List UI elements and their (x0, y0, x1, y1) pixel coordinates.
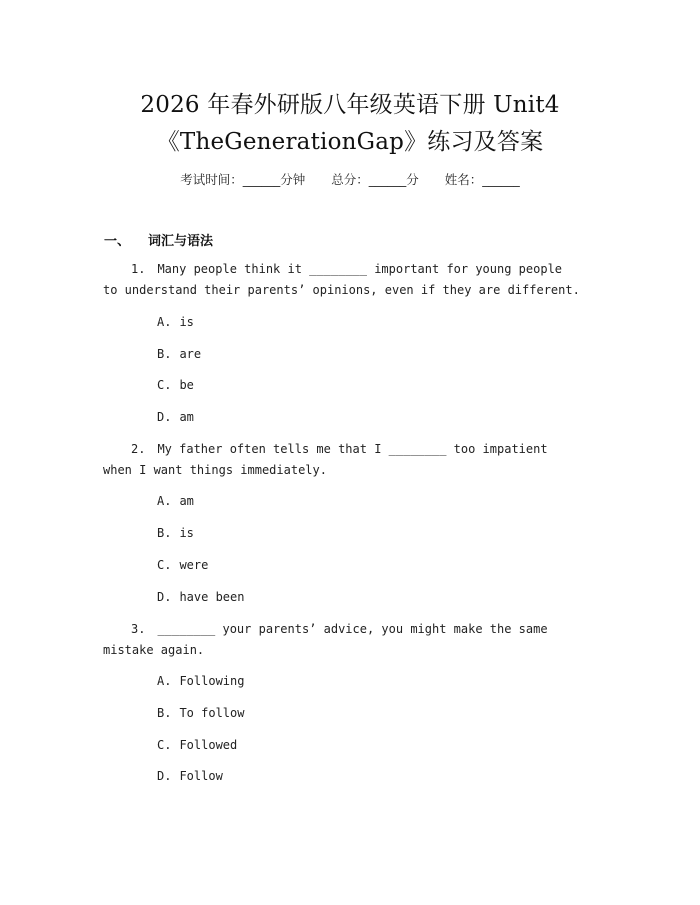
option-letter: B. (157, 706, 172, 720)
option-text: be (179, 378, 194, 392)
question-3 (103, 619, 583, 661)
document-title-line-1: 2026 年春外研版八年级英语下册 Unit4 (140, 92, 560, 118)
option-letter: C. (157, 738, 172, 752)
question-2-option-c (157, 558, 208, 572)
option-letter: C. (157, 558, 172, 572)
question-2-option-b (157, 526, 194, 540)
question-2-option-d (157, 590, 244, 604)
student-name-field: 姓名：______ (444, 172, 520, 187)
question-2 (103, 439, 583, 481)
option-text: am (179, 410, 194, 424)
option-letter: C. (157, 378, 172, 392)
question-3-option-d (157, 769, 223, 783)
option-text: is (179, 315, 194, 329)
question-number: 1. (131, 262, 146, 276)
section-label: 词汇与语法 (148, 234, 214, 249)
question-1-option-c (157, 378, 194, 392)
option-letter: B. (157, 347, 172, 361)
question-1-option-d (157, 410, 194, 424)
option-text: Following (179, 674, 245, 688)
question-3-option-c (157, 738, 237, 752)
question-1 (103, 259, 583, 301)
question-1-option-b (157, 347, 201, 361)
section-number: 一、 (104, 234, 131, 249)
total-score-field: 总分：______分 (331, 172, 419, 187)
question-1-option-a (157, 315, 194, 329)
section-heading (104, 230, 213, 249)
question-3-option-a (157, 674, 244, 688)
option-text: To follow (179, 706, 245, 720)
option-text: Followed (179, 738, 238, 752)
question-number: 2. (131, 442, 146, 456)
question-3-option-b (157, 706, 244, 720)
question-2-option-a (157, 494, 194, 508)
option-letter: A. (157, 674, 172, 688)
exam-time-field: 考试时间：______分钟 (180, 172, 306, 187)
question-number: 3. (131, 622, 146, 636)
option-text: am (179, 494, 194, 508)
option-text: Follow (179, 769, 223, 783)
option-text: is (179, 526, 194, 540)
option-text: are (179, 347, 202, 361)
option-letter: D. (157, 410, 172, 424)
question-text: Many people think it ________ important for young people to understand their parents’ opinions, even if they are different. (103, 262, 580, 297)
option-letter: D. (157, 769, 172, 783)
option-letter: A. (157, 315, 172, 329)
option-text: were (179, 558, 209, 572)
question-text: My father often tells me that I ________ too impatient when I want things immediately. (103, 442, 548, 477)
option-letter: D. (157, 590, 172, 604)
exam-info (0, 170, 700, 188)
option-text: have been (179, 590, 245, 604)
question-text: ________ your parents’ advice, you might make the same mistake again. (103, 622, 548, 657)
document-title-line-2: 《TheGenerationGap》练习及答案 (156, 129, 544, 155)
option-letter: A. (157, 494, 172, 508)
option-letter: B. (157, 526, 172, 540)
